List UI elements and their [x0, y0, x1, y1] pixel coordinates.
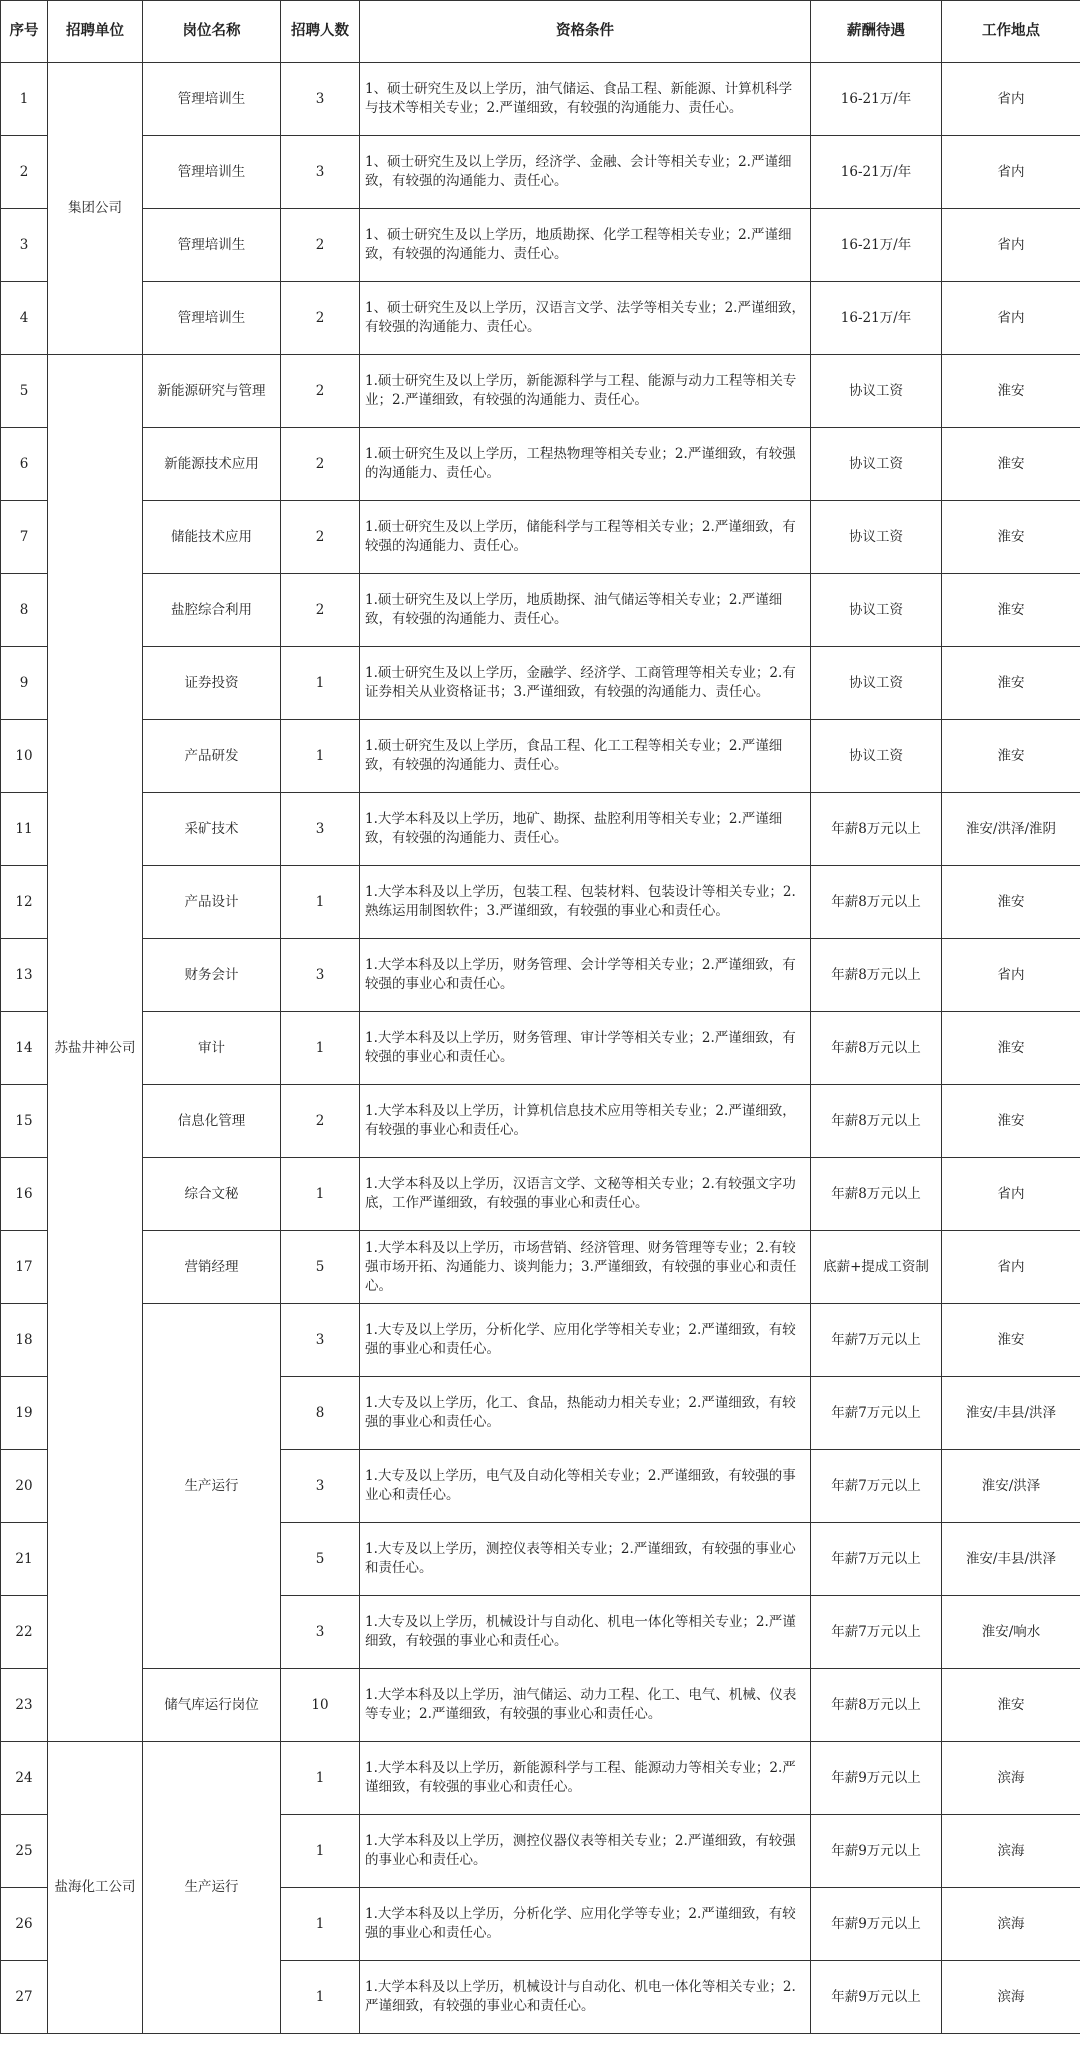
work-location: 省内: [942, 209, 1080, 282]
requirements-text: 1.大学本科及以上学历，财务管理、审计学等相关专业；2.严谨细致，有较强的事业心和责任心。: [360, 1012, 811, 1085]
salary: 底薪+提成工资制: [811, 1231, 942, 1304]
table-row: [1, 720, 1080, 793]
position-name: 管理培训生: [143, 136, 281, 209]
table-row: [1, 939, 1080, 1012]
salary: 年薪7万元以上: [811, 1377, 942, 1450]
salary: 协议工资: [811, 647, 942, 720]
hiring-count: 2: [281, 1085, 360, 1158]
salary: 年薪7万元以上: [811, 1450, 942, 1523]
header-count: 招聘人数: [281, 1, 360, 63]
requirements-text: 1、硕士研究生及以上学历，汉语言文学、法学等相关专业；2.严谨细致，有较强的沟通能力、责任心。: [360, 282, 811, 355]
salary: 年薪8万元以上: [811, 1085, 942, 1158]
salary: 年薪8万元以上: [811, 939, 942, 1012]
header-no: 序号: [1, 1, 48, 63]
table-row: [1, 355, 1080, 428]
work-location: 滨海: [942, 1888, 1080, 1961]
position-name: 信息化管理: [143, 1085, 281, 1158]
requirements-text: 1.大专及以上学历，测控仪表等相关专业；2.严谨细致，有较强的事业心和责任心。: [360, 1523, 811, 1596]
work-location: 淮安/响水: [942, 1596, 1080, 1669]
salary: 协议工资: [811, 501, 942, 574]
work-location: 淮安: [942, 428, 1080, 501]
table-row: [1, 574, 1080, 647]
table-row: [1, 1742, 1080, 1815]
header-location: 工作地点: [942, 1, 1080, 63]
hiring-count: 3: [281, 939, 360, 1012]
position-name: 管理培训生: [143, 209, 281, 282]
row-number: 26: [1, 1888, 48, 1961]
requirements-text: 1.大学本科及以上学历，汉语言文学、文秘等相关专业；2.有较强文字功底，工作严谨细致，有较强的事业心和责任心。: [360, 1158, 811, 1231]
salary: 协议工资: [811, 428, 942, 501]
requirements-text: 1、硕士研究生及以上学历，地质勘探、化学工程等相关专业；2.严谨细致，有较强的沟通能力、责任心。: [360, 209, 811, 282]
table-row: [1, 793, 1080, 866]
salary: 年薪8万元以上: [811, 793, 942, 866]
table-row: [1, 501, 1080, 574]
row-number: 12: [1, 866, 48, 939]
position-name: 新能源研究与管理: [143, 355, 281, 428]
work-location: 省内: [942, 1231, 1080, 1304]
hiring-count: 8: [281, 1377, 360, 1450]
hiring-count: 2: [281, 574, 360, 647]
salary: 协议工资: [811, 574, 942, 647]
salary: 年薪7万元以上: [811, 1596, 942, 1669]
position-name: 产品研发: [143, 720, 281, 793]
row-number: 10: [1, 720, 48, 793]
requirements-text: 1.硕士研究生及以上学历，食品工程、化工工程等相关专业；2.严谨细致，有较强的沟通能力、责任心。: [360, 720, 811, 793]
hiring-count: 3: [281, 1450, 360, 1523]
work-location: 淮安/丰县/洪泽: [942, 1377, 1080, 1450]
requirements-text: 1.硕士研究生及以上学历，新能源科学与工程、能源与动力工程等相关专业；2.严谨细致，有较强的沟通能力、责任心。: [360, 355, 811, 428]
salary: 年薪9万元以上: [811, 1888, 942, 1961]
position-name: 生产运行: [143, 1742, 281, 2034]
requirements-text: 1.大学本科及以上学历，计算机信息技术应用等相关专业；2.严谨细致，有较强的事业心和责任心。: [360, 1085, 811, 1158]
requirements-text: 1.大学本科及以上学历，油气储运、动力工程、化工、电气、机械、仪表等专业；2.严谨细致，有较强的事业心和责任心。: [360, 1669, 811, 1742]
hiring-count: 1: [281, 1961, 360, 2034]
hiring-count: 1: [281, 647, 360, 720]
work-location: 淮安: [942, 1304, 1080, 1377]
position-name: 新能源技术应用: [143, 428, 281, 501]
hiring-count: 2: [281, 209, 360, 282]
table-row: [1, 1012, 1080, 1085]
hiring-count: 1: [281, 1012, 360, 1085]
salary: 16-21万/年: [811, 136, 942, 209]
hiring-count: 1: [281, 720, 360, 793]
salary: 年薪8万元以上: [811, 866, 942, 939]
hiring-count: 1: [281, 1815, 360, 1888]
position-name: 储能技术应用: [143, 501, 281, 574]
work-location: 淮安: [942, 647, 1080, 720]
row-number: 17: [1, 1231, 48, 1304]
work-location: 淮安: [942, 1669, 1080, 1742]
table-row: [1, 1304, 1080, 1377]
hiring-count: 1: [281, 1158, 360, 1231]
position-name: 管理培训生: [143, 63, 281, 136]
position-name: 综合文秘: [143, 1158, 281, 1231]
hiring-count: 2: [281, 428, 360, 501]
table-body: [1, 63, 1080, 2034]
position-name: 储气库运行岗位: [143, 1669, 281, 1742]
requirements-text: 1.大学本科及以上学历，新能源科学与工程、能源动力等相关专业；2.严谨细致，有较强的事业心和责任心。: [360, 1742, 811, 1815]
row-number: 14: [1, 1012, 48, 1085]
row-number: 4: [1, 282, 48, 355]
salary: 年薪7万元以上: [811, 1523, 942, 1596]
requirements-text: 1.大学本科及以上学历，地矿、勘探、盐腔利用等相关专业；2.严谨细致，有较强的沟通能力、责任心。: [360, 793, 811, 866]
recruiting-unit: 集团公司: [48, 63, 143, 355]
salary: 16-21万/年: [811, 63, 942, 136]
requirements-text: 1、硕士研究生及以上学历，经济学、金融、会计等相关专业；2.严谨细致，有较强的沟通能力、责任心。: [360, 136, 811, 209]
row-number: 3: [1, 209, 48, 282]
hiring-count: 3: [281, 136, 360, 209]
requirements-text: 1.大学本科及以上学历，市场营销、经济管理、财务管理等专业；2.有较强市场开拓、沟通能力、谈判能力；3.严谨细致，有较强的事业心和责任心。: [360, 1231, 811, 1304]
requirements-text: 1.硕士研究生及以上学历，储能科学与工程等相关专业；2.严谨细致，有较强的沟通能力、责任心。: [360, 501, 811, 574]
row-number: 1: [1, 63, 48, 136]
recruiting-unit: 盐海化工公司: [48, 1742, 143, 2034]
table-row: [1, 1158, 1080, 1231]
salary: 年薪9万元以上: [811, 1815, 942, 1888]
row-number: 23: [1, 1669, 48, 1742]
table-row: [1, 1085, 1080, 1158]
requirements-text: 1.大学本科及以上学历，分析化学、应用化学等专业；2.严谨细致，有较强的事业心和责任心。: [360, 1888, 811, 1961]
work-location: 淮安/洪泽: [942, 1450, 1080, 1523]
table-row: [1, 136, 1080, 209]
requirements-text: 1.硕士研究生及以上学历，工程热物理等相关专业；2.严谨细致，有较强的沟通能力、责任心。: [360, 428, 811, 501]
salary: 16-21万/年: [811, 282, 942, 355]
header-salary: 薪酬待遇: [811, 1, 942, 63]
salary: 年薪9万元以上: [811, 1961, 942, 2034]
work-location: 省内: [942, 282, 1080, 355]
hiring-count: 3: [281, 1596, 360, 1669]
salary: 年薪8万元以上: [811, 1669, 942, 1742]
work-location: 省内: [942, 63, 1080, 136]
work-location: 淮安: [942, 355, 1080, 428]
salary: 16-21万/年: [811, 209, 942, 282]
work-location: 淮安/洪泽/淮阴: [942, 793, 1080, 866]
work-location: 淮安: [942, 1012, 1080, 1085]
table-row: [1, 1231, 1080, 1304]
position-name: 营销经理: [143, 1231, 281, 1304]
position-name: 盐腔综合利用: [143, 574, 281, 647]
work-location: 淮安: [942, 720, 1080, 793]
work-location: 滨海: [942, 1742, 1080, 1815]
row-number: 24: [1, 1742, 48, 1815]
hiring-count: 3: [281, 793, 360, 866]
position-name: 采矿技术: [143, 793, 281, 866]
work-location: 淮安: [942, 1085, 1080, 1158]
row-number: 16: [1, 1158, 48, 1231]
row-number: 21: [1, 1523, 48, 1596]
position-name: 证券投资: [143, 647, 281, 720]
recruiting-unit: 苏盐井神公司: [48, 355, 143, 1742]
hiring-count: 1: [281, 1888, 360, 1961]
work-location: 省内: [942, 136, 1080, 209]
work-location: 淮安/丰县/洪泽: [942, 1523, 1080, 1596]
work-location: 滨海: [942, 1961, 1080, 2034]
hiring-count: 1: [281, 1742, 360, 1815]
work-location: 省内: [942, 1158, 1080, 1231]
salary: 年薪8万元以上: [811, 1012, 942, 1085]
table-row: [1, 63, 1080, 136]
row-number: 8: [1, 574, 48, 647]
row-number: 25: [1, 1815, 48, 1888]
requirements-text: 1.大学本科及以上学历，包装工程、包装材料、包装设计等相关专业；2.熟练运用制图软件；3.严谨细致，有较强的事业心和责任心。: [360, 866, 811, 939]
hiring-count: 5: [281, 1231, 360, 1304]
table-header-row: [1, 1, 1080, 63]
header-unit: 招聘单位: [48, 1, 143, 63]
salary: 年薪9万元以上: [811, 1742, 942, 1815]
position-name: 财务会计: [143, 939, 281, 1012]
position-name: 产品设计: [143, 866, 281, 939]
requirements-text: 1.大专及以上学历，分析化学、应用化学等相关专业；2.严谨细致，有较强的事业心和责任心。: [360, 1304, 811, 1377]
position-name: 管理培训生: [143, 282, 281, 355]
requirements-text: 1.大学本科及以上学历，财务管理、会计学等相关专业；2.严谨细致，有较强的事业心和责任心。: [360, 939, 811, 1012]
work-location: 淮安: [942, 574, 1080, 647]
position-name: 审计: [143, 1012, 281, 1085]
row-number: 22: [1, 1596, 48, 1669]
salary: 协议工资: [811, 355, 942, 428]
requirements-text: 1.大专及以上学历，化工、食品，热能动力相关专业；2.严谨细致，有较强的事业心和责任心。: [360, 1377, 811, 1450]
salary: 年薪8万元以上: [811, 1158, 942, 1231]
work-location: 淮安: [942, 866, 1080, 939]
header-requirements: 资格条件: [360, 1, 811, 63]
table-row: [1, 866, 1080, 939]
hiring-count: 2: [281, 355, 360, 428]
row-number: 2: [1, 136, 48, 209]
row-number: 13: [1, 939, 48, 1012]
hiring-count: 2: [281, 501, 360, 574]
row-number: 9: [1, 647, 48, 720]
requirements-text: 1、硕士研究生及以上学历，油气储运、食品工程、新能源、计算机科学与技术等相关专业；2.严谨细致，有较强的沟通能力、责任心。: [360, 63, 811, 136]
row-number: 15: [1, 1085, 48, 1158]
requirements-text: 1.硕士研究生及以上学历，地质勘探、油气储运等相关专业；2.严谨细致，有较强的沟通能力、责任心。: [360, 574, 811, 647]
hiring-count: 3: [281, 1304, 360, 1377]
row-number: 5: [1, 355, 48, 428]
position-name: 生产运行: [143, 1304, 281, 1669]
hiring-count: 3: [281, 63, 360, 136]
row-number: 27: [1, 1961, 48, 2034]
row-number: 20: [1, 1450, 48, 1523]
row-number: 6: [1, 428, 48, 501]
row-number: 18: [1, 1304, 48, 1377]
requirements-text: 1.硕士研究生及以上学历，金融学、经济学、工商管理等相关专业；2.有证券相关从业资格证书；3.严谨细致，有较强的沟通能力、责任心。: [360, 647, 811, 720]
salary: 协议工资: [811, 720, 942, 793]
requirements-text: 1.大学本科及以上学历，机械设计与自动化、机电一体化等相关专业；2.严谨细致，有较强的事业心和责任心。: [360, 1961, 811, 2034]
row-number: 11: [1, 793, 48, 866]
hiring-count: 5: [281, 1523, 360, 1596]
table-row: [1, 647, 1080, 720]
table-row: [1, 209, 1080, 282]
header-position: 岗位名称: [143, 1, 281, 63]
hiring-count: 2: [281, 282, 360, 355]
hiring-count: 1: [281, 866, 360, 939]
row-number: 19: [1, 1377, 48, 1450]
hiring-count: 10: [281, 1669, 360, 1742]
table-row: [1, 1669, 1080, 1742]
salary: 年薪7万元以上: [811, 1304, 942, 1377]
requirements-text: 1.大学本科及以上学历，测控仪器仪表等相关专业；2.严谨细致，有较强的事业心和责任心。: [360, 1815, 811, 1888]
work-location: 省内: [942, 939, 1080, 1012]
work-location: 淮安: [942, 501, 1080, 574]
requirements-text: 1.大专及以上学历，机械设计与自动化、机电一体化等相关专业；2.严谨细致，有较强的事业心和责任心。: [360, 1596, 811, 1669]
table-row: [1, 282, 1080, 355]
table-row: [1, 428, 1080, 501]
work-location: 滨海: [942, 1815, 1080, 1888]
requirements-text: 1.大专及以上学历，电气及自动化等相关专业；2.严谨细致，有较强的事业心和责任心。: [360, 1450, 811, 1523]
row-number: 7: [1, 501, 48, 574]
